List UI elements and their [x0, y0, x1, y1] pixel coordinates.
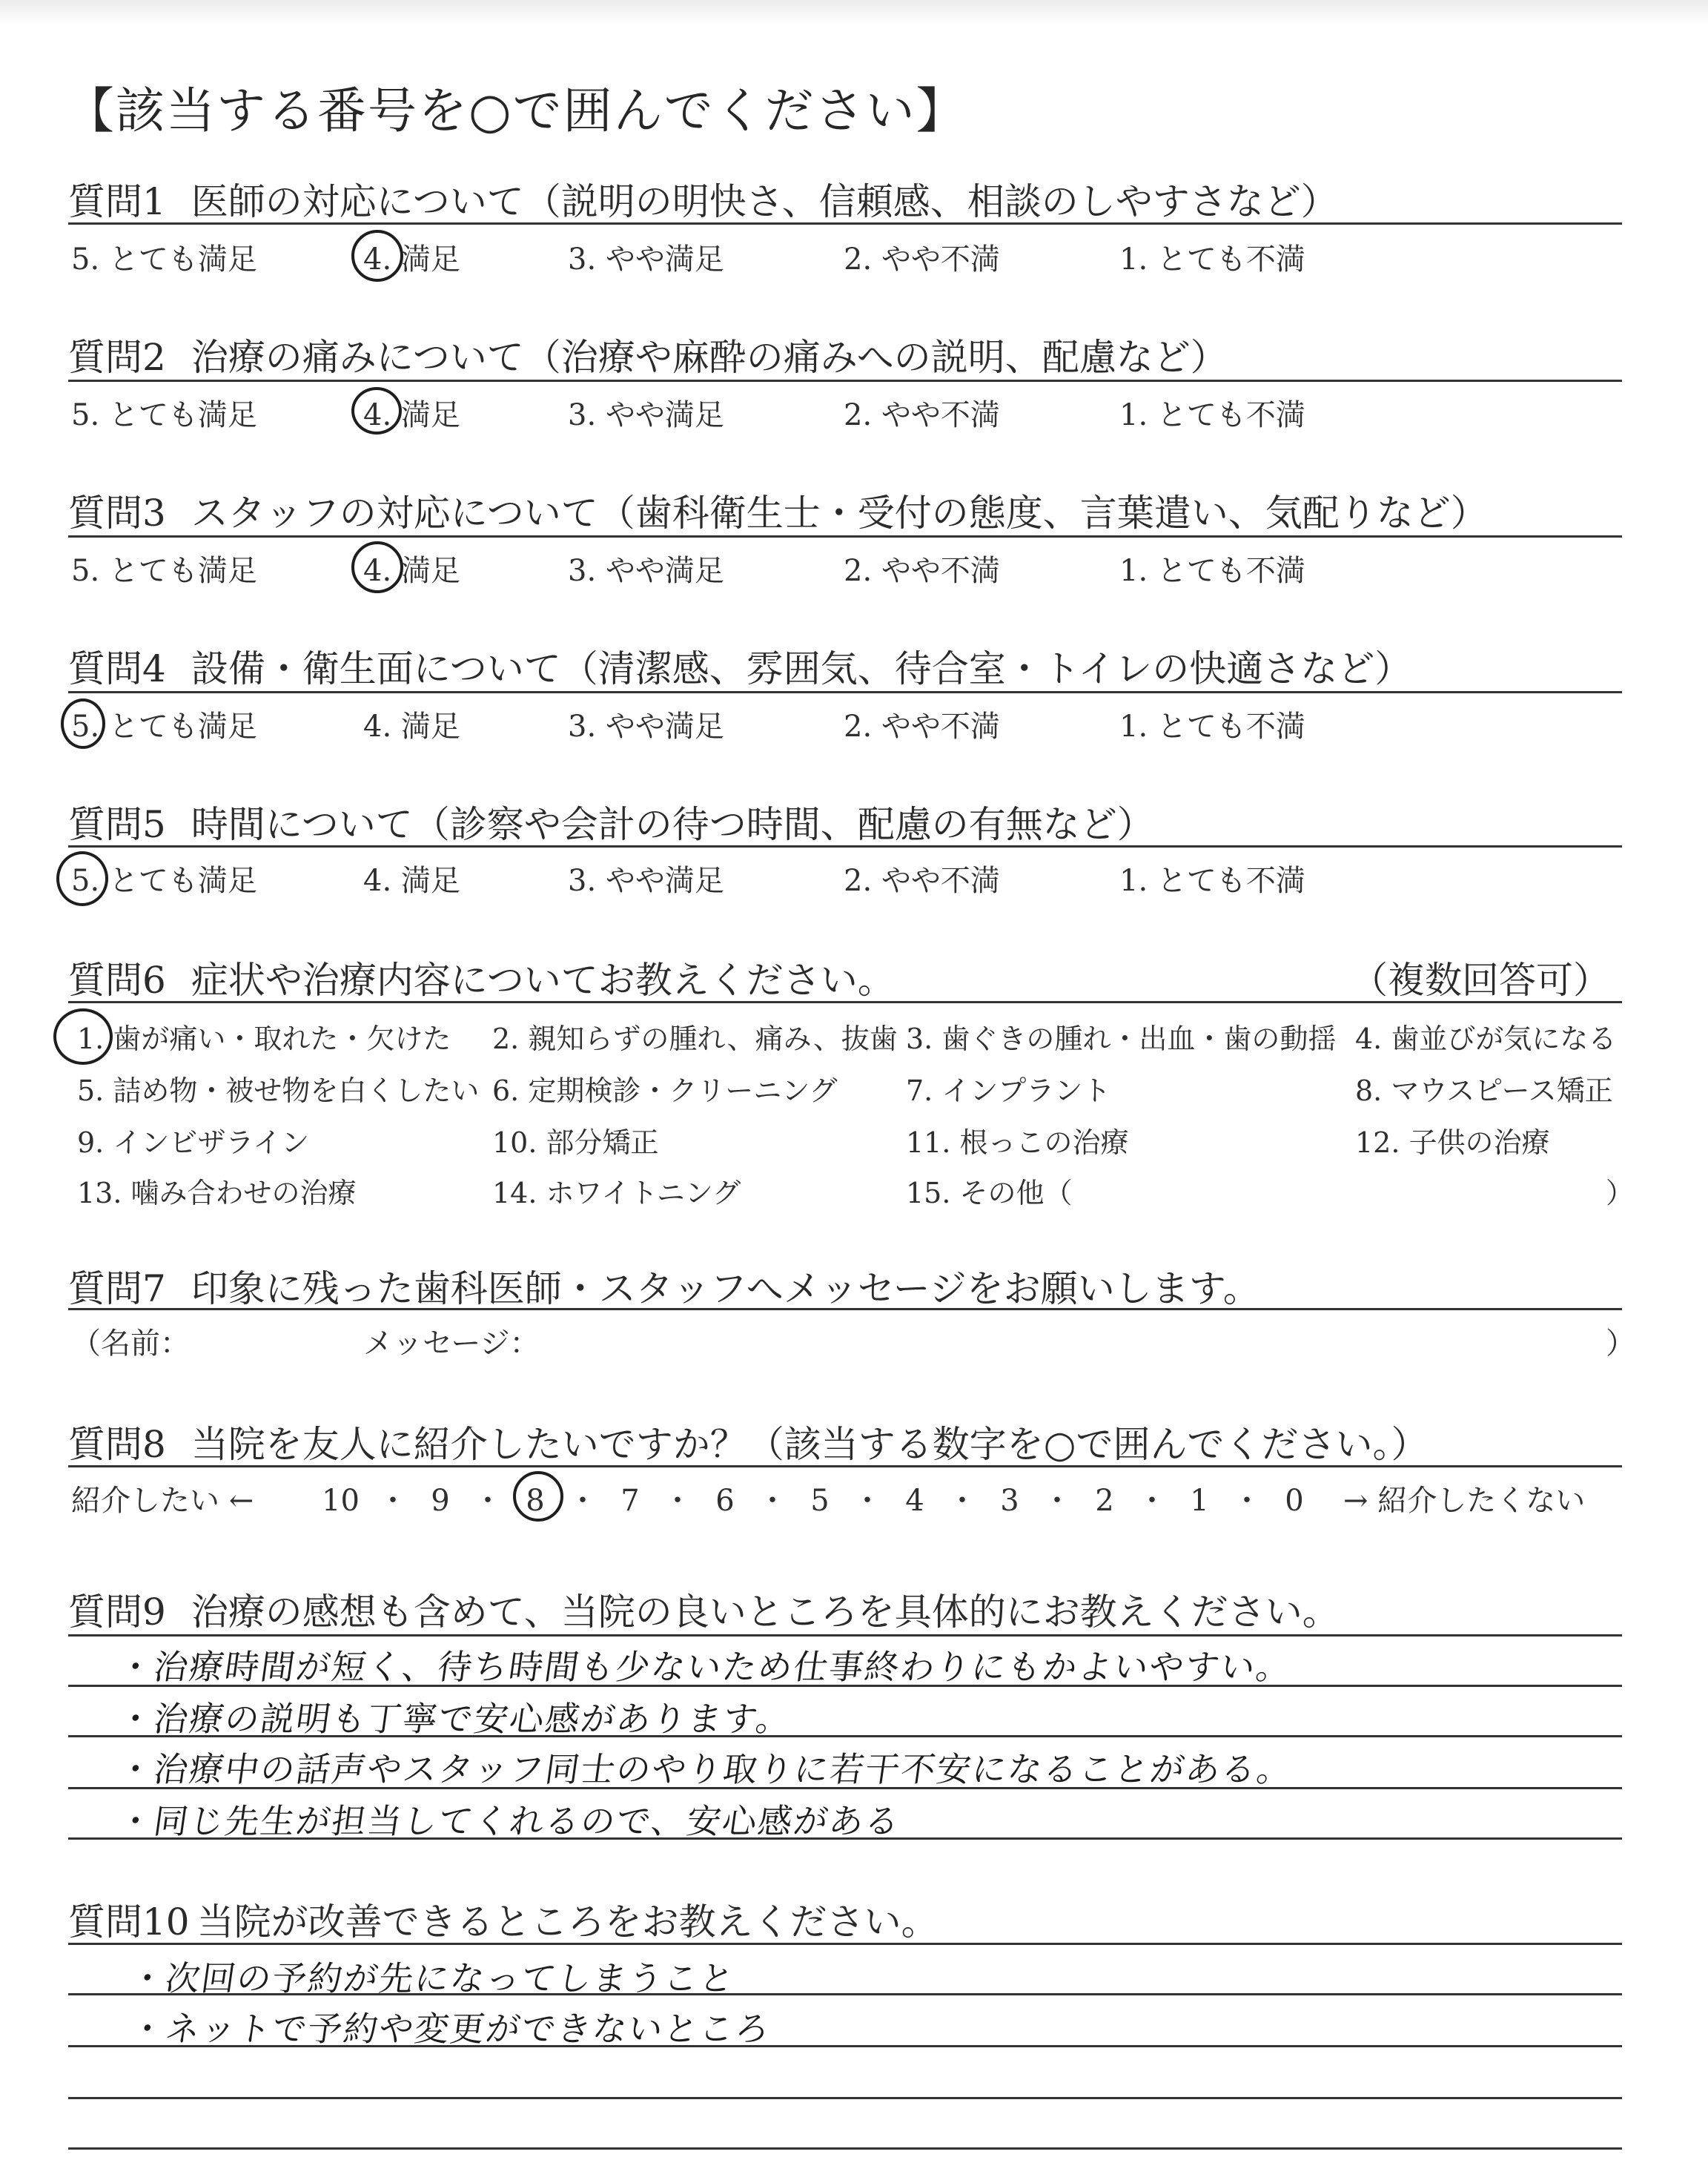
question-2-text: 治療の痛みについて（治療や麻酔の痛みへの説明、配慮など） [191, 336, 1228, 379]
q5-selection-circle [56, 851, 108, 906]
q2-option-3[interactable]: 3. やや満足 [568, 398, 724, 432]
question-1-title [68, 172, 1338, 225]
q1-selection-circle [351, 230, 403, 282]
question-3-number: 質問3 [68, 492, 166, 535]
question-8-title [68, 1415, 1428, 1468]
q7-name-label[interactable]: （名前： [71, 1327, 190, 1361]
q8-left-label: 紹介したい ← [71, 1484, 254, 1518]
q2-option-1[interactable]: 1. とても不満 [1119, 398, 1305, 432]
q3-option-2[interactable]: 2. やや不満 [844, 554, 1000, 588]
q2-option-2[interactable]: 2. やや不満 [844, 398, 1000, 432]
q8-value-7[interactable]: 7 [620, 1484, 640, 1518]
question-9-text: 治療の感想も含めて、当院の良いところを具体的にお教えください。 [191, 1591, 1340, 1634]
q4-option-4[interactable]: 4. 満足 [363, 710, 460, 744]
question-3-rule [68, 535, 1622, 538]
q5-option-3[interactable]: 3. やや満足 [568, 864, 724, 898]
question-3-title [68, 483, 1488, 537]
q9-answer-4: ・同じ先生が担当してくれるので、安心感がある [115, 1801, 904, 1841]
q3-option-3[interactable]: 3. やや満足 [568, 554, 724, 588]
q3-option-4[interactable]: 4. 満足 [363, 554, 460, 588]
q5-option-5[interactable]: 5. とても満足 [71, 864, 257, 898]
question-9-number: 質問9 [68, 1591, 166, 1634]
q1-option-1[interactable]: 1. とても不満 [1119, 242, 1305, 277]
question-6-text: 症状や治療内容についてお教えください。 [191, 959, 895, 1002]
q6-item-2[interactable]: 2. 親知らずの腫れ、痛み、抜歯 [492, 1023, 898, 1055]
q8-sep: ・ [663, 1484, 692, 1518]
question-5-text: 時間について（診察や会計の待つ時間、配慮の有無など） [191, 803, 1154, 846]
q6-item-10[interactable]: 10. 部分矯正 [492, 1126, 659, 1159]
question-7-rule [68, 1308, 1622, 1310]
question-5-rule [68, 845, 1622, 848]
q8-value-3[interactable]: 3 [1000, 1484, 1019, 1518]
question-5-number: 質問5 [68, 803, 166, 846]
question-6-number: 質問6 [68, 959, 166, 1002]
question-7-number: 質問7 [68, 1267, 166, 1310]
q10-answer-2: ・ネットで予約や変更ができないところ [127, 2009, 774, 2049]
question-4-rule [68, 691, 1622, 693]
question-10-number: 質問10 [68, 1900, 190, 1943]
question-4-title [68, 639, 1411, 693]
q8-right-label: → 紹介したくない [1343, 1484, 1586, 1518]
question-1-text: 医師の対応について（説明の明快さ、信頼感、相談のしやすさなど） [191, 180, 1338, 223]
q8-value-6[interactable]: 6 [715, 1484, 735, 1518]
q4-option-5[interactable]: 5. とても満足 [71, 710, 257, 744]
q7-message-label[interactable]: メッセージ： [363, 1327, 540, 1361]
q9-line-1 [68, 1634, 1622, 1636]
q6-selection-circle [53, 1008, 113, 1065]
q10-line-4 [68, 2097, 1622, 2099]
q2-selection-circle [351, 387, 402, 435]
q6-item-14[interactable]: 14. ホワイトニング [492, 1177, 741, 1209]
q4-option-1[interactable]: 1. とても不満 [1119, 710, 1305, 744]
question-2-number: 質問2 [68, 336, 166, 379]
q6-item-13[interactable]: 13. 噛み合わせの治療 [77, 1177, 357, 1209]
question-6-note: （複数回答可） [1351, 959, 1610, 1002]
q7-close-paren: ） [1606, 1327, 1635, 1361]
q9-answer-2: ・治療の説明も丁寧で安心感があります。 [115, 1699, 795, 1739]
question-10-title [68, 1892, 939, 1946]
question-1-rule [68, 222, 1622, 225]
q6-item-1[interactable]: 1. 歯が痛い・取れた・欠けた [77, 1023, 451, 1055]
q3-selection-circle [351, 541, 403, 593]
question-7-text: 印象に残った歯科医師・スタッフへメッセージをお願いします。 [191, 1267, 1260, 1310]
q3-option-1[interactable]: 1. とても不満 [1119, 554, 1305, 588]
question-6-title [68, 951, 895, 1004]
q6-item-11[interactable]: 11. 根っこの治療 [906, 1126, 1129, 1159]
q6-item-12[interactable]: 12. 子供の治療 [1355, 1126, 1550, 1159]
q8-value-4[interactable]: 4 [905, 1484, 924, 1518]
q8-sep: ・ [378, 1484, 408, 1518]
q8-value-9[interactable]: 9 [431, 1484, 450, 1518]
q8-sep: ・ [758, 1484, 787, 1518]
question-1-number: 質問1 [68, 180, 166, 223]
q8-value-8[interactable]: 8 [526, 1484, 545, 1518]
q5-option-4[interactable]: 4. 満足 [363, 864, 460, 898]
form-header: 【該当する番号を○で囲んでください】 [65, 82, 967, 139]
q9-answer-3: ・治療中の話声やスタッフ同士のやり取りに若干不安になることがある。 [115, 1749, 1296, 1789]
q1-option-3[interactable]: 3. やや満足 [568, 242, 724, 277]
q8-sep: ・ [1137, 1484, 1167, 1518]
q6-item-3[interactable]: 3. 歯ぐきの腫れ・出血・歯の動揺 [906, 1023, 1337, 1055]
question-8-rule [68, 1465, 1622, 1467]
q4-option-2[interactable]: 2. やや不満 [844, 710, 1000, 744]
q4-option-3[interactable]: 3. やや満足 [568, 710, 724, 744]
q8-value-2[interactable]: 2 [1095, 1484, 1114, 1518]
q3-option-5[interactable]: 5. とても満足 [71, 554, 257, 588]
q6-item-9[interactable]: 9. インビザライン [77, 1126, 310, 1159]
question-6-rule [68, 1001, 1622, 1003]
q10-line-5 [68, 2147, 1622, 2150]
q6-item-5[interactable]: 5. 詰め物・被せ物を白くしたい [77, 1074, 480, 1107]
question-2-rule [68, 380, 1622, 382]
question-10-text: 当院が改善できるところをお教えください。 [196, 1900, 939, 1943]
q10-answer-1: ・次回の予約が先になってしまうこと [127, 1958, 738, 1998]
question-7-title [68, 1259, 1260, 1312]
question-9-title [68, 1582, 1340, 1636]
q4-selection-circle [61, 698, 105, 749]
q8-sep: ・ [853, 1484, 882, 1518]
q1-option-5[interactable]: 5. とても満足 [71, 242, 257, 277]
question-8-number: 質問8 [68, 1423, 166, 1466]
q8-sep: ・ [1232, 1484, 1262, 1518]
q8-sep: ・ [473, 1484, 503, 1518]
q1-option-2[interactable]: 2. やや不満 [844, 242, 1000, 277]
q8-scale [322, 1477, 1318, 1519]
question-2-title [68, 328, 1228, 381]
q6-item-8[interactable]: 8. マウスピース矯正 [1355, 1074, 1613, 1107]
q8-sep: ・ [1042, 1484, 1072, 1518]
q8-value-10[interactable]: 10 [322, 1484, 360, 1518]
q6-item-7[interactable]: 7. インプラント [906, 1074, 1111, 1107]
q6-item-15[interactable]: 15. その他（ [906, 1177, 1073, 1209]
q10-line-1 [68, 1943, 1622, 1945]
q5-option-1[interactable]: 1. とても不満 [1119, 864, 1305, 898]
q6-item-4[interactable]: 4. 歯並びが気になる [1355, 1023, 1617, 1055]
q8-sep: ・ [568, 1484, 598, 1518]
q8-value-5[interactable]: 5 [810, 1484, 830, 1518]
q8-value-1[interactable]: 1 [1190, 1484, 1209, 1518]
question-8-text: 当院を友人に紹介したいですか？（該当する数字を○で囲んでください。） [191, 1423, 1429, 1466]
q9-answer-1: ・治療時間が短く、待ち時間も少ないため仕事終わりにもかよいやすい。 [115, 1647, 1295, 1687]
question-4-number: 質問4 [68, 647, 166, 690]
scan-top-edge [0, 0, 1708, 25]
question-5-title [68, 795, 1154, 848]
q8-sep: ・ [947, 1484, 977, 1518]
q8-value-0[interactable]: 0 [1285, 1484, 1304, 1518]
q8-selection-circle [513, 1471, 563, 1522]
question-3-text: スタッフの対応について（歯科衛生士・受付の態度、言葉遣い、気配りなど） [191, 492, 1488, 535]
q2-option-4[interactable]: 4. 満足 [363, 398, 460, 432]
q6-item-15-close: ） [1606, 1177, 1635, 1209]
q6-item-6[interactable]: 6. 定期検診・クリーニング [492, 1074, 838, 1107]
q1-option-4[interactable]: 4. 満足 [363, 242, 460, 277]
q5-option-2[interactable]: 2. やや不満 [844, 864, 1000, 898]
q2-option-5[interactable]: 5. とても満足 [71, 398, 257, 432]
question-4-text: 設備・衛生面について（清潔感、雰囲気、待合室・トイレの快適さなど） [191, 647, 1412, 690]
